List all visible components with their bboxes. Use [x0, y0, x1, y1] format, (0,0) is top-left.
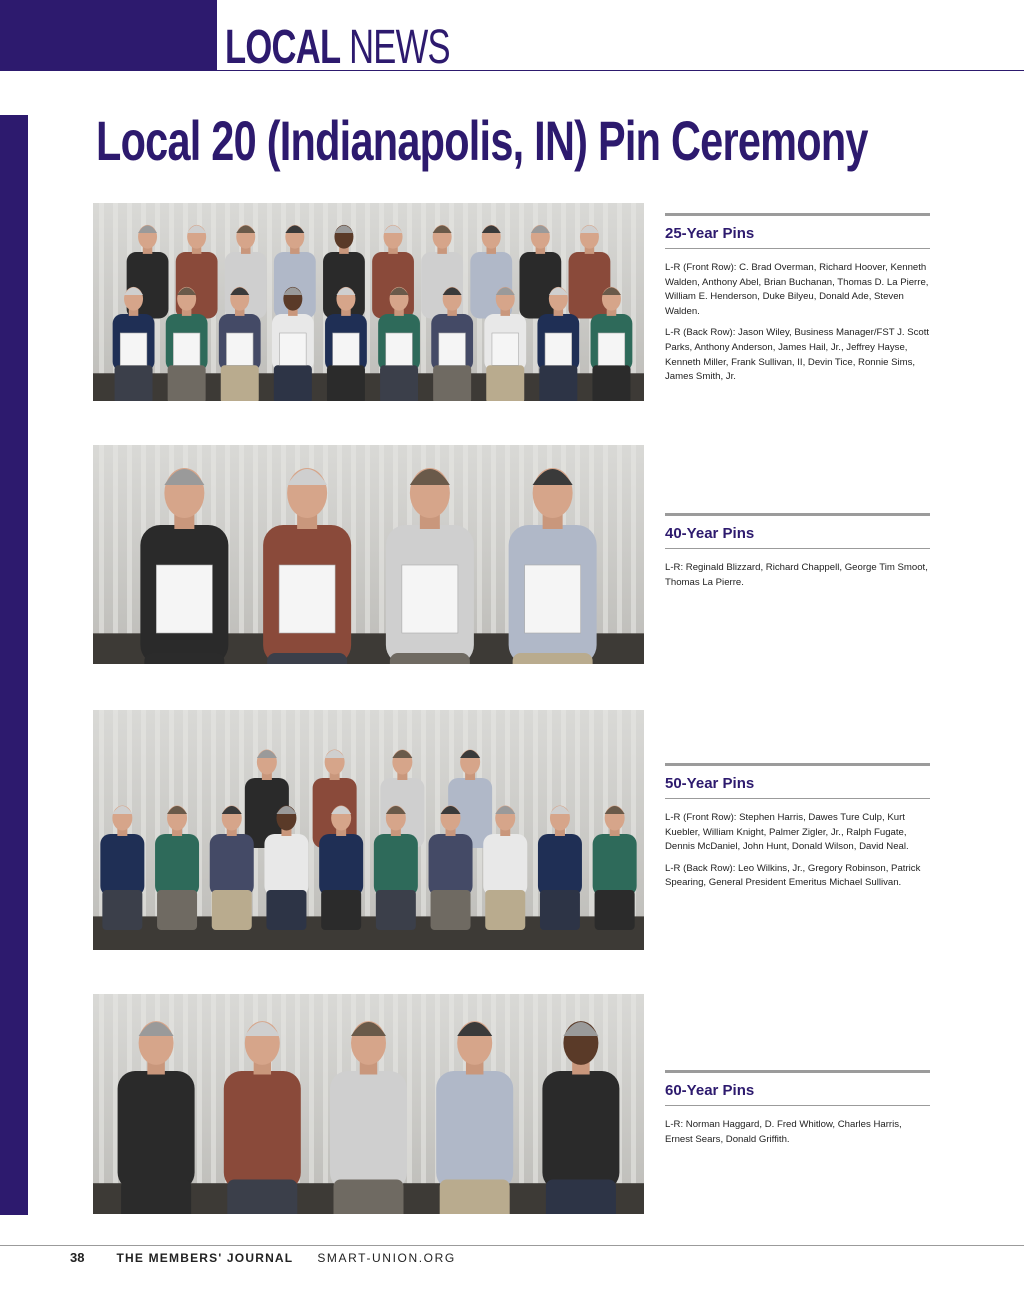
caption-paragraph: L-R (Front Row): Stephen Harris, Dawes Ture Culp, Kurt Kuebler, William Knight, Palmer Zigler, Jr., Ralph Fugate, Dennis McDaniel, John Hunt, Donald Wilson, David Neal.: [665, 812, 909, 853]
caption-60-year: [665, 1070, 930, 1154]
journal-name: THE MEMBERS' JOURNAL: [116, 1251, 294, 1265]
caption-rule-top: [665, 763, 930, 766]
caption-heading: 25-Year Pins: [665, 225, 755, 242]
caption-rule-top: [665, 213, 930, 216]
left-accent-bar: [0, 115, 28, 1215]
caption-rule-bottom: [665, 548, 930, 549]
page-number: 38: [70, 1250, 85, 1265]
caption-heading: 40-Year Pins: [665, 525, 755, 542]
photo-illustration: [93, 710, 644, 950]
caption-rule-top: [665, 513, 930, 516]
photo-illustration: [93, 445, 644, 664]
caption-heading: 50-Year Pins: [665, 775, 755, 792]
section-heading: [225, 22, 450, 74]
caption-paragraph: L-R (Front Row): C. Brad Overman, Richard Hoover, Kenneth Walden, Anthony Abel, Brian Buchanan, Thomas D. La Pierre, William E. Henderson, Duke Bilyeu, Donald Ade, Steven Walden.: [665, 262, 929, 317]
page-title: Local 20 (Indianapolis, IN) Pin Ceremony: [96, 109, 868, 172]
photo-illustration: [93, 203, 644, 401]
caption-paragraph: L-R (Back Row): Leo Wilkins, Jr., Gregory Robinson, Patrick Spearing, General President Emeritus Michael Sullivan.: [665, 862, 921, 889]
caption-40-year: [665, 513, 930, 597]
caption-paragraph: L-R: Norman Haggard, D. Fred Whitlow, Charles Harris, Ernest Sears, Donald Griffith.: [665, 1119, 902, 1145]
caption-heading: 60-Year Pins: [665, 1082, 755, 1099]
photo-50-year-group: [93, 710, 644, 950]
caption-paragraph: L-R: Reginald Blizzard, Richard Chappell, George Tim Smoot, Thomas La Pierre.: [665, 562, 928, 588]
header-color-block: [0, 0, 217, 71]
caption-rule-bottom: [665, 248, 930, 249]
footer: [70, 1250, 456, 1266]
section-heading-word-1: LOCAL: [225, 21, 341, 74]
footer-rule: [0, 1245, 1024, 1246]
photo-25-year-group: [93, 203, 644, 401]
caption-25-year: [665, 213, 930, 392]
caption-50-year: [665, 763, 930, 898]
website-link[interactable]: SMART-UNION.ORG: [317, 1251, 456, 1265]
photo-60-year-group: [93, 994, 644, 1214]
caption-paragraph: L-R (Back Row): Jason Wiley, Business Manager/FST J. Scott Parks, Anthony Anderson, James Hail, Jr., Jeffrey Hayse, Kenneth Miller, Frank Sullivan, II, Devin Tice, Ronnie Sims, James Smith, Jr.: [665, 327, 930, 383]
caption-rule-bottom: [665, 798, 930, 799]
section-heading-word-2: NEWS: [349, 21, 450, 74]
photo-40-year-group: [93, 445, 644, 664]
caption-rule-top: [665, 1070, 930, 1073]
caption-rule-bottom: [665, 1105, 930, 1106]
photo-illustration: [93, 994, 644, 1214]
